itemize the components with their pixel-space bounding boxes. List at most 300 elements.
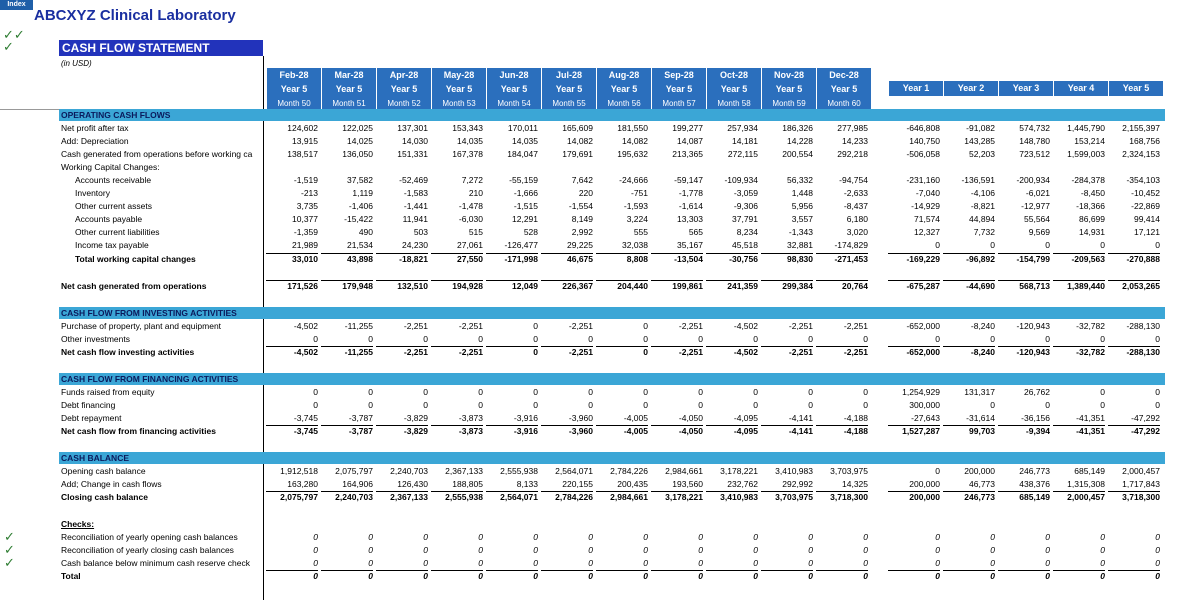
total-rule bbox=[761, 425, 813, 426]
total-rule bbox=[266, 253, 318, 254]
check-icon-header-2: ✓ bbox=[3, 39, 14, 54]
total-rule bbox=[596, 346, 648, 347]
year-value-cell: 2,324,153 bbox=[1122, 149, 1160, 159]
total-rule bbox=[266, 491, 318, 492]
month-value-cell: 33,010 bbox=[292, 254, 318, 264]
month-value-cell: 0 bbox=[423, 571, 428, 581]
month-value-cell: 3,703,975 bbox=[830, 466, 868, 476]
month-value-cell: 2,992 bbox=[571, 227, 593, 237]
year-value-cell: -32,782 bbox=[1076, 321, 1105, 331]
month-header: May-28 bbox=[432, 68, 486, 83]
year-label-header: Year 5 bbox=[652, 82, 706, 97]
month-value-cell: 193,560 bbox=[672, 479, 703, 489]
month-header: Sep-28 bbox=[652, 68, 706, 83]
month-value-cell: 0 bbox=[478, 545, 483, 555]
total-rule bbox=[321, 425, 373, 426]
year-value-cell: 52,203 bbox=[969, 149, 995, 159]
total-rule bbox=[1108, 280, 1160, 281]
month-value-cell: -171,998 bbox=[504, 254, 538, 264]
check-icon: ✓ bbox=[4, 542, 15, 557]
month-value-cell: -213 bbox=[300, 188, 318, 198]
month-value-cell: 0 bbox=[478, 532, 483, 542]
month-value-cell: 0 bbox=[808, 387, 813, 397]
month-value-cell: 2,075,797 bbox=[335, 466, 373, 476]
month-value-cell: -174,829 bbox=[834, 240, 868, 250]
year-value-cell: 0 bbox=[1100, 558, 1105, 568]
total-rule bbox=[816, 253, 868, 254]
month-value-cell: 0 bbox=[643, 532, 648, 542]
total-rule bbox=[376, 425, 428, 426]
month-value-cell: 0 bbox=[753, 334, 758, 344]
month-value-cell: 14,228 bbox=[787, 136, 813, 146]
year-value-cell: -120,943 bbox=[1016, 347, 1050, 357]
total-rule bbox=[1053, 425, 1105, 426]
row-label: Funds raised from equity bbox=[61, 387, 155, 397]
month-value-cell: -2,251 bbox=[568, 347, 593, 357]
month-value-cell: 170,011 bbox=[507, 123, 538, 133]
month-value-cell: 137,301 bbox=[397, 123, 428, 133]
month-value-cell: 0 bbox=[478, 334, 483, 344]
month-value-cell: 2,564,071 bbox=[500, 492, 538, 502]
year-value-cell: -9,394 bbox=[1025, 426, 1050, 436]
month-value-cell: -3,787 bbox=[348, 426, 373, 436]
year-label-header: Year 5 bbox=[817, 82, 871, 97]
year-value-cell: 246,773 bbox=[964, 492, 995, 502]
total-rule bbox=[376, 570, 428, 571]
month-value-cell: -126,477 bbox=[504, 240, 538, 250]
total-rule bbox=[1053, 346, 1105, 347]
month-value-cell: 2,784,226 bbox=[555, 492, 593, 502]
year-value-cell: 86,699 bbox=[1079, 214, 1105, 224]
total-rule bbox=[541, 491, 593, 492]
year-value-cell: 0 bbox=[990, 545, 995, 555]
month-value-cell: -4,095 bbox=[733, 426, 758, 436]
year-label-header: Year 5 bbox=[267, 82, 321, 97]
month-header: Apr-28 bbox=[377, 68, 431, 83]
month-value-cell: 0 bbox=[753, 387, 758, 397]
month-value-cell: 0 bbox=[588, 558, 593, 568]
row-label: Net cash flow from financing activities bbox=[61, 426, 216, 436]
row-label: Working Capital Changes: bbox=[61, 162, 160, 172]
year-value-cell: -32,782 bbox=[1076, 347, 1105, 357]
month-value-cell: -2,251 bbox=[788, 347, 813, 357]
month-value-cell: -751 bbox=[630, 188, 648, 198]
month-value-cell: -1,519 bbox=[293, 175, 318, 185]
total-rule bbox=[761, 280, 813, 281]
month-value-cell: -15,422 bbox=[344, 214, 373, 224]
month-value-cell: 14,087 bbox=[677, 136, 703, 146]
month-value-cell: 0 bbox=[423, 545, 428, 555]
month-value-cell: 3,410,983 bbox=[720, 492, 758, 502]
year-value-cell: 0 bbox=[1100, 532, 1105, 542]
month-value-cell: 3,410,983 bbox=[775, 466, 813, 476]
month-value-cell: 14,082 bbox=[622, 136, 648, 146]
month-value-cell: 199,277 bbox=[672, 123, 703, 133]
year-value-cell: -136,591 bbox=[961, 175, 995, 185]
month-value-cell: 126,430 bbox=[397, 479, 428, 489]
year-value-cell: 0 bbox=[935, 532, 940, 542]
total-rule bbox=[596, 280, 648, 281]
year-value-cell: 1,527,287 bbox=[902, 426, 940, 436]
year-value-cell: -31,614 bbox=[966, 413, 995, 423]
month-value-cell: -1,515 bbox=[513, 201, 538, 211]
month-value-cell: 0 bbox=[533, 387, 538, 397]
month-value-cell: 184,047 bbox=[507, 149, 538, 159]
month-value-cell: 241,359 bbox=[727, 281, 758, 291]
section-cash-balance-title: CASH BALANCE bbox=[61, 453, 129, 463]
month-value-cell: -3,960 bbox=[568, 413, 593, 423]
year-value-cell: -18,366 bbox=[1076, 201, 1105, 211]
month-value-cell: 515 bbox=[468, 227, 483, 237]
month-value-cell: 2,784,226 bbox=[610, 466, 648, 476]
total-rule bbox=[266, 346, 318, 347]
month-value-cell: 195,632 bbox=[617, 149, 648, 159]
total-rule bbox=[706, 425, 758, 426]
total-rule bbox=[651, 346, 703, 347]
row-label: Debt repayment bbox=[61, 413, 122, 423]
year-value-cell: 0 bbox=[1045, 400, 1050, 410]
year-value-cell: 574,732 bbox=[1019, 123, 1050, 133]
row-label: Other current assets bbox=[75, 201, 153, 211]
month-number-header: Month 56 bbox=[597, 96, 651, 111]
year-value-cell: 9,569 bbox=[1028, 227, 1050, 237]
total-rule bbox=[431, 491, 483, 492]
month-value-cell: 12,291 bbox=[512, 214, 538, 224]
month-header: Feb-28 bbox=[267, 68, 321, 83]
month-value-cell: 14,082 bbox=[567, 136, 593, 146]
month-value-cell: 45,518 bbox=[732, 240, 758, 250]
year-value-cell: 3,718,300 bbox=[1122, 492, 1160, 502]
month-value-cell: -2,251 bbox=[568, 321, 593, 331]
month-value-cell: 8,234 bbox=[736, 227, 758, 237]
month-value-cell: -3,829 bbox=[403, 426, 428, 436]
month-value-cell: 1,448 bbox=[791, 188, 813, 198]
year-label-header: Year 5 bbox=[487, 82, 541, 97]
row-label: Total working capital changes bbox=[75, 254, 196, 264]
year-value-cell: -354,103 bbox=[1126, 175, 1160, 185]
month-value-cell: 13,303 bbox=[677, 214, 703, 224]
total-rule bbox=[998, 425, 1050, 426]
month-value-cell: 5,956 bbox=[791, 201, 813, 211]
month-number-header: Month 60 bbox=[817, 96, 871, 111]
month-value-cell: 272,115 bbox=[727, 149, 758, 159]
total-rule bbox=[651, 570, 703, 571]
year-value-cell: 46,773 bbox=[969, 479, 995, 489]
total-rule bbox=[706, 570, 758, 571]
year-value-cell: 1,445,790 bbox=[1067, 123, 1105, 133]
month-value-cell: 179,948 bbox=[342, 281, 373, 291]
year-value-cell: -8,240 bbox=[970, 321, 995, 331]
year-value-cell: -47,292 bbox=[1131, 413, 1160, 423]
month-value-cell: 213,365 bbox=[672, 149, 703, 159]
total-rule bbox=[943, 491, 995, 492]
month-value-cell: -3,916 bbox=[513, 426, 538, 436]
month-value-cell: 20,764 bbox=[842, 281, 868, 291]
month-value-cell: 43,898 bbox=[347, 254, 373, 264]
month-value-cell: 0 bbox=[368, 532, 373, 542]
month-number-header: Month 53 bbox=[432, 96, 486, 111]
month-value-cell: 151,331 bbox=[397, 149, 428, 159]
month-value-cell: 0 bbox=[478, 571, 483, 581]
total-rule bbox=[541, 570, 593, 571]
check-icon: ✓ bbox=[4, 529, 15, 544]
year-value-cell: 200,000 bbox=[964, 466, 995, 476]
month-value-cell: 0 bbox=[643, 347, 648, 357]
month-number-header: Month 59 bbox=[762, 96, 816, 111]
month-value-cell: 124,602 bbox=[287, 123, 318, 133]
year-value-cell: -652,000 bbox=[906, 321, 940, 331]
year-label-header: Year 5 bbox=[707, 82, 761, 97]
total-rule bbox=[541, 346, 593, 347]
month-value-cell: 0 bbox=[368, 545, 373, 555]
month-value-cell: 0 bbox=[808, 571, 813, 581]
year-value-cell: 0 bbox=[990, 571, 995, 581]
total-rule bbox=[761, 346, 813, 347]
month-value-cell: 3,020 bbox=[846, 227, 868, 237]
month-value-cell: 277,985 bbox=[837, 123, 868, 133]
year-value-cell: 17,121 bbox=[1134, 227, 1160, 237]
year-value-cell: -284,378 bbox=[1071, 175, 1105, 185]
month-value-cell: -8,437 bbox=[843, 201, 868, 211]
month-value-cell: 0 bbox=[533, 571, 538, 581]
month-header: Dec-28 bbox=[817, 68, 871, 83]
month-value-cell: 0 bbox=[423, 558, 428, 568]
month-value-cell: -6,030 bbox=[458, 214, 483, 224]
total-rule bbox=[706, 253, 758, 254]
month-value-cell: 0 bbox=[643, 400, 648, 410]
year-value-cell: 0 bbox=[935, 466, 940, 476]
month-value-cell: 0 bbox=[863, 334, 868, 344]
year-value-cell: 2,155,397 bbox=[1122, 123, 1160, 133]
month-value-cell: 14,025 bbox=[347, 136, 373, 146]
sheet-title: CASH FLOW STATEMENT bbox=[59, 40, 263, 56]
total-rule bbox=[651, 253, 703, 254]
month-value-cell: -1,554 bbox=[568, 201, 593, 211]
month-number-header: Month 54 bbox=[487, 96, 541, 111]
year-label-header: Year 5 bbox=[322, 82, 376, 97]
month-value-cell: 0 bbox=[643, 321, 648, 331]
total-rule bbox=[816, 425, 868, 426]
month-value-cell: -59,147 bbox=[674, 175, 703, 185]
year-value-cell: 0 bbox=[1100, 571, 1105, 581]
year-value-cell: -288,130 bbox=[1126, 347, 1160, 357]
total-rule bbox=[321, 491, 373, 492]
year-value-cell: -47,292 bbox=[1131, 426, 1160, 436]
row-label: Opening cash balance bbox=[61, 466, 146, 476]
year-label-header: Year 5 bbox=[377, 82, 431, 97]
total-rule bbox=[943, 280, 995, 281]
month-value-cell: 0 bbox=[423, 400, 428, 410]
month-value-cell: 0 bbox=[313, 387, 318, 397]
row-label: Total bbox=[61, 571, 81, 581]
month-value-cell: -1,406 bbox=[348, 201, 373, 211]
month-value-cell: 0 bbox=[478, 400, 483, 410]
row-label: Reconciliation of yearly opening cash balances bbox=[61, 532, 238, 542]
total-rule bbox=[998, 280, 1050, 281]
year-label-header: Year 5 bbox=[432, 82, 486, 97]
month-value-cell: 2,984,661 bbox=[610, 492, 648, 502]
year-value-cell: 0 bbox=[935, 558, 940, 568]
year-value-cell: 2,000,457 bbox=[1067, 492, 1105, 502]
month-value-cell: 199,861 bbox=[672, 281, 703, 291]
month-number-header: Month 50 bbox=[267, 96, 321, 111]
row-label: Inventory bbox=[75, 188, 110, 198]
month-value-cell: 3,178,221 bbox=[665, 492, 703, 502]
month-value-cell: -1,343 bbox=[788, 227, 813, 237]
month-value-cell: -4,005 bbox=[623, 426, 648, 436]
month-value-cell: 32,038 bbox=[622, 240, 648, 250]
total-rule bbox=[321, 280, 373, 281]
month-value-cell: -109,934 bbox=[724, 175, 758, 185]
month-number-header: Month 57 bbox=[652, 96, 706, 111]
month-value-cell: -3,059 bbox=[733, 188, 758, 198]
month-value-cell: 0 bbox=[698, 545, 703, 555]
month-value-cell: 0 bbox=[753, 545, 758, 555]
year-value-cell: 0 bbox=[1100, 240, 1105, 250]
year-value-cell: 0 bbox=[990, 334, 995, 344]
total-rule bbox=[376, 253, 428, 254]
year-value-cell: 0 bbox=[1045, 571, 1050, 581]
year-value-cell: -4,106 bbox=[970, 188, 995, 198]
year-value-cell: -10,452 bbox=[1131, 188, 1160, 198]
month-value-cell: 56,332 bbox=[787, 175, 813, 185]
month-value-cell: -18,821 bbox=[399, 254, 428, 264]
year-value-cell: -288,130 bbox=[1126, 321, 1160, 331]
total-rule bbox=[266, 570, 318, 571]
month-value-cell: 153,343 bbox=[452, 123, 483, 133]
month-value-cell: -52,469 bbox=[399, 175, 428, 185]
month-value-cell: -4,502 bbox=[293, 347, 318, 357]
year-value-cell: 0 bbox=[990, 532, 995, 542]
total-rule bbox=[888, 425, 940, 426]
year-value-cell: 0 bbox=[1155, 334, 1160, 344]
month-value-cell: 0 bbox=[808, 545, 813, 555]
month-value-cell: 0 bbox=[753, 558, 758, 568]
total-rule bbox=[376, 346, 428, 347]
year-value-cell: 200,000 bbox=[909, 479, 940, 489]
year-value-cell: -27,643 bbox=[911, 413, 940, 423]
total-rule bbox=[431, 253, 483, 254]
year-value-cell: -6,021 bbox=[1025, 188, 1050, 198]
year-value-cell: -91,082 bbox=[966, 123, 995, 133]
month-value-cell: 98,830 bbox=[787, 254, 813, 264]
month-value-cell: 0 bbox=[863, 558, 868, 568]
month-value-cell: 0 bbox=[698, 558, 703, 568]
total-rule bbox=[706, 280, 758, 281]
month-value-cell: 0 bbox=[753, 571, 758, 581]
month-value-cell: 0 bbox=[808, 558, 813, 568]
total-rule bbox=[706, 346, 758, 347]
month-value-cell: -1,359 bbox=[293, 227, 318, 237]
total-rule bbox=[431, 425, 483, 426]
month-number-header: Month 52 bbox=[377, 96, 431, 111]
year-header: Year 1 bbox=[889, 81, 943, 96]
month-value-cell: 164,906 bbox=[342, 479, 373, 489]
month-value-cell: -4,141 bbox=[788, 426, 813, 436]
total-rule bbox=[943, 346, 995, 347]
check-icon: ✓ bbox=[4, 555, 15, 570]
month-value-cell: 21,534 bbox=[347, 240, 373, 250]
month-value-cell: 138,517 bbox=[287, 149, 318, 159]
year-value-cell: 0 bbox=[1100, 545, 1105, 555]
year-value-cell: 685,149 bbox=[1074, 466, 1105, 476]
month-value-cell: 292,992 bbox=[782, 479, 813, 489]
year-value-cell: -154,799 bbox=[1016, 254, 1050, 264]
index-tab[interactable]: Index bbox=[0, 0, 33, 10]
month-value-cell: -3,960 bbox=[568, 426, 593, 436]
month-value-cell: 0 bbox=[863, 571, 868, 581]
total-rule bbox=[998, 570, 1050, 571]
month-value-cell: 8,149 bbox=[571, 214, 593, 224]
month-value-cell: 136,050 bbox=[342, 149, 373, 159]
month-value-cell: -1,778 bbox=[678, 188, 703, 198]
year-value-cell: -270,888 bbox=[1126, 254, 1160, 264]
check-icon-header-1: ✓✓ bbox=[3, 27, 25, 42]
month-value-cell: 27,550 bbox=[457, 254, 483, 264]
total-rule bbox=[761, 491, 813, 492]
month-value-cell: -4,005 bbox=[623, 413, 648, 423]
month-value-cell: -3,873 bbox=[458, 426, 483, 436]
total-rule bbox=[888, 346, 940, 347]
month-value-cell: -11,255 bbox=[344, 347, 373, 357]
month-value-cell: 0 bbox=[533, 347, 538, 357]
total-rule bbox=[943, 425, 995, 426]
total-rule bbox=[998, 346, 1050, 347]
month-value-cell: -2,251 bbox=[458, 321, 483, 331]
total-rule bbox=[761, 570, 813, 571]
year-value-cell: 0 bbox=[1045, 558, 1050, 568]
month-value-cell: -4,188 bbox=[843, 413, 868, 423]
year-value-cell: -652,000 bbox=[906, 347, 940, 357]
year-value-cell: 1,389,440 bbox=[1067, 281, 1105, 291]
total-rule bbox=[596, 570, 648, 571]
month-value-cell: 0 bbox=[533, 334, 538, 344]
year-value-cell: 2,000,457 bbox=[1122, 466, 1160, 476]
month-value-cell: -2,251 bbox=[403, 347, 428, 357]
year-value-cell: 568,713 bbox=[1019, 281, 1050, 291]
month-value-cell: 0 bbox=[368, 400, 373, 410]
year-value-cell: 0 bbox=[990, 400, 995, 410]
month-value-cell: -55,159 bbox=[509, 175, 538, 185]
total-rule bbox=[816, 570, 868, 571]
month-value-cell: -3,829 bbox=[403, 413, 428, 423]
total-rule bbox=[376, 280, 428, 281]
total-rule bbox=[321, 346, 373, 347]
month-value-cell: 179,691 bbox=[562, 149, 593, 159]
year-value-cell: 0 bbox=[1100, 387, 1105, 397]
month-header: Nov-28 bbox=[762, 68, 816, 83]
month-header: Aug-28 bbox=[597, 68, 651, 83]
month-value-cell: 0 bbox=[533, 532, 538, 542]
month-value-cell: 0 bbox=[698, 571, 703, 581]
year-header: Year 5 bbox=[1109, 81, 1163, 96]
total-rule bbox=[888, 491, 940, 492]
month-value-cell: 226,367 bbox=[562, 281, 593, 291]
month-value-cell: 0 bbox=[368, 334, 373, 344]
year-value-cell: 685,149 bbox=[1019, 492, 1050, 502]
month-value-cell: 200,435 bbox=[617, 479, 648, 489]
month-value-cell: 292,218 bbox=[837, 149, 868, 159]
month-value-cell: -3,745 bbox=[293, 413, 318, 423]
total-rule bbox=[651, 280, 703, 281]
row-label: Other current liabilities bbox=[75, 227, 160, 237]
year-value-cell: 0 bbox=[935, 545, 940, 555]
month-value-cell: 0 bbox=[863, 387, 868, 397]
year-value-cell: 0 bbox=[935, 571, 940, 581]
year-value-cell: 0 bbox=[935, 334, 940, 344]
total-rule bbox=[888, 253, 940, 254]
row-label: Add: Depreciation bbox=[61, 136, 129, 146]
